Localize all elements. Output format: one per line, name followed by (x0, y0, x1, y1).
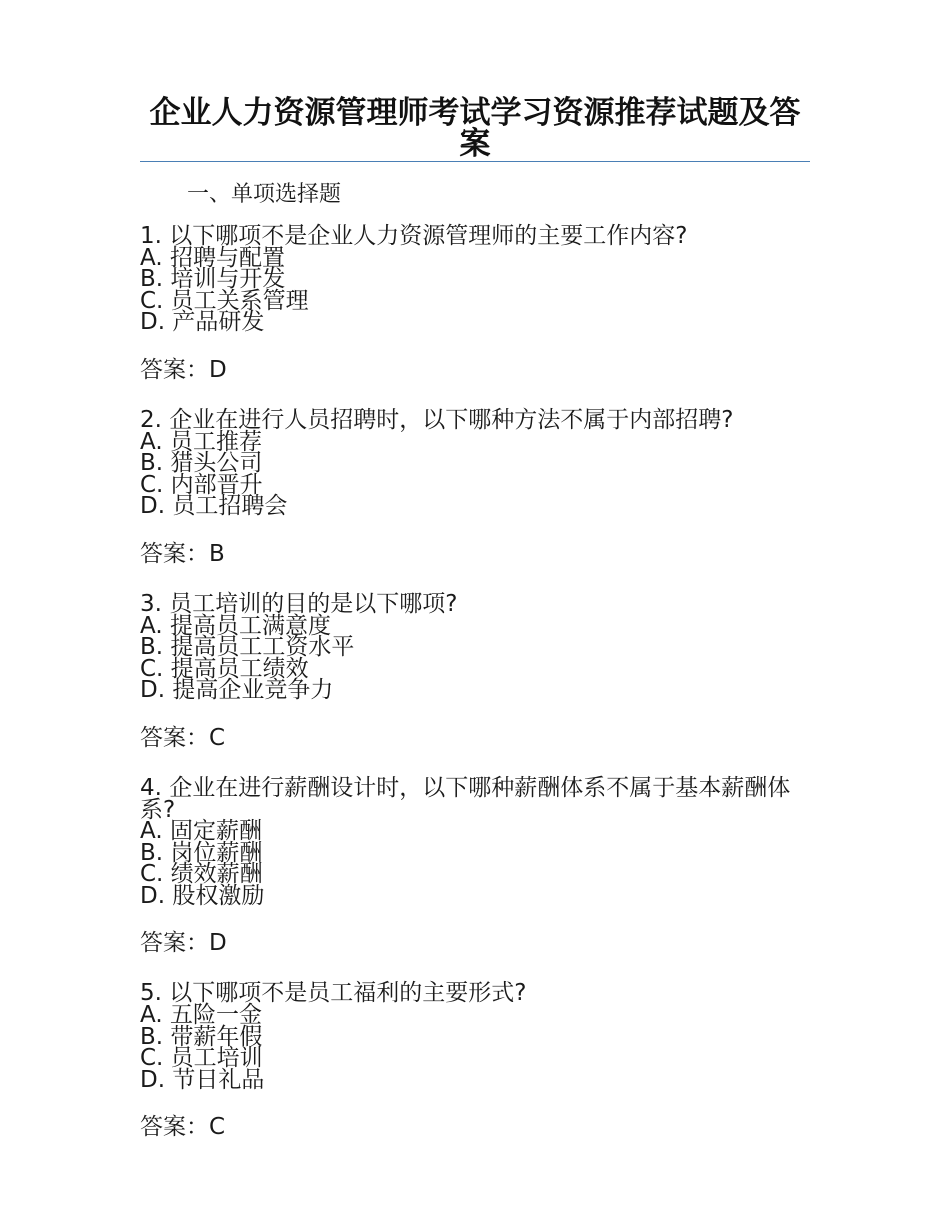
question-stem: 4. 企业在进行薪酬设计时，以下哪种薪酬体系不属于基本薪酬体系? (140, 774, 791, 823)
question-list (140, 223, 800, 1167)
option-c: C. 员工关系管理 (140, 287, 309, 314)
option-b: B. 岗位薪酬 (140, 839, 263, 866)
question-stem: 2. 企业在进行人员招聘时，以下哪种方法不属于内部招聘? (140, 406, 734, 433)
question-item (140, 590, 800, 752)
title-underline (140, 161, 810, 162)
option-b: B. 带薪年假 (140, 1023, 263, 1050)
question-stem: 1. 以下哪项不是企业人力资源管理师的主要工作内容? (140, 223, 688, 249)
answer-text: 答案：D (140, 356, 227, 383)
option-a: A. 员工推荐 (140, 428, 262, 455)
option-b: B. 培训与开发 (140, 266, 286, 293)
section-heading: 一、单项选择题 (187, 182, 342, 207)
option-c: C. 绩效薪酬 (140, 861, 263, 888)
answer-text: 答案：D (140, 930, 227, 957)
question-stem: 5. 以下哪项不是员工福利的主要形式? (140, 980, 527, 1007)
option-d: D. 股权激励 (140, 882, 265, 909)
answer-text: 答案：B (140, 540, 225, 567)
option-d: D. 节日礼品 (140, 1066, 265, 1093)
option-a: A. 五险一金 (140, 1002, 262, 1029)
option-d: D. 员工招聘会 (140, 493, 288, 520)
option-d: D. 提高企业竞争力 (140, 677, 334, 704)
question-item (140, 223, 800, 384)
option-c: C. 提高员工绩效 (140, 655, 309, 682)
option-c: C. 员工培训 (140, 1045, 263, 1072)
question-stem: 3. 员工培训的目的是以下哪项? (140, 590, 458, 617)
question-item (140, 774, 800, 958)
answer-text: 答案：C (140, 724, 226, 751)
option-d: D. 产品研发 (140, 309, 265, 336)
option-a: A. 提高员工满意度 (140, 612, 331, 639)
question-item (140, 406, 800, 568)
option-a: A. 招聘与配置 (140, 244, 285, 271)
option-c: C. 内部晋升 (140, 471, 263, 498)
option-b: B. 提高员工工资水平 (140, 634, 355, 661)
question-item (140, 980, 800, 1141)
page-title: 企业人力资源管理师考试学习资源推荐试题及答案 (149, 95, 801, 162)
option-b: B. 猎头公司 (140, 450, 263, 477)
answer-text: 答案：C (140, 1114, 226, 1141)
option-a: A. 固定薪酬 (140, 818, 262, 845)
